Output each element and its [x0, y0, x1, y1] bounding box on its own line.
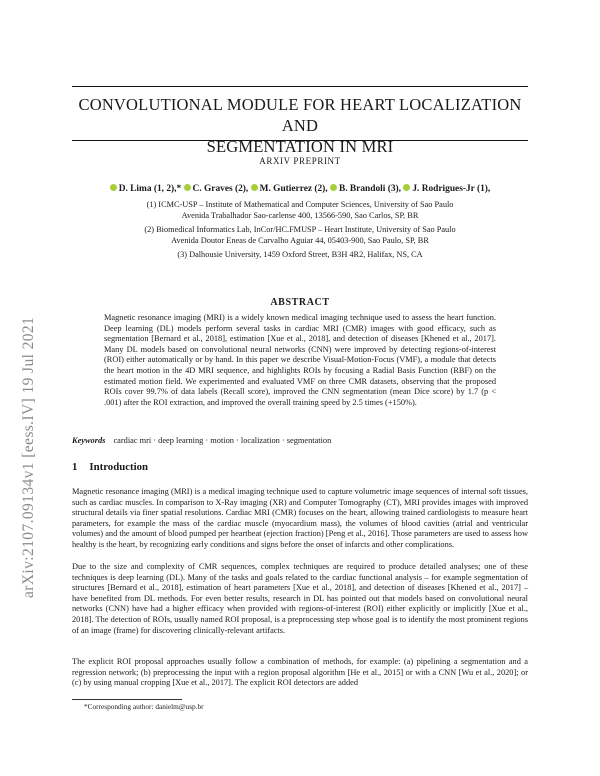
paper-title [72, 94, 528, 157]
affiliation-line: Avenida Doutor Eneas de Carvalho Aguiar 44, 05403-900, Sao Paulo, SP, BR [171, 236, 429, 246]
author[interactable]: M. Gutierrez (2), [251, 184, 328, 194]
preprint-label: ARXIV PREPRINT [259, 156, 341, 166]
affiliation-line: Avenida Trabalhador Sao-carlense 400, 13566-590, Sao Carlos, SP, BR [181, 211, 419, 221]
abstract-heading: ABSTRACT [270, 297, 330, 308]
affiliation-1 [72, 199, 528, 221]
orcid-icon[interactable] [110, 184, 117, 191]
author[interactable]: B. Brandoli (3), [330, 184, 401, 194]
orcid-icon[interactable] [184, 184, 191, 191]
intro-paragraph-2: Due to the size and complexity of CMR sequences, complex techniques are required to produce detailed analyses; one of these techniques is deep learning (DL). Many of the tasks and goals related to the cardiac functional analysis – for example segmentation of structures [Bernard et al., 2018], estimation of heart parameters [Xue et al., 2018], and detection of diseases [Khened et al., 2017] – have benefited from DL methods. For even better results, research in DL has pointed out that models based on convolutional neural networks (CNN) have had a higher efficacy when provided with regions-of-interest (ROI) either explicitly or implicitly [Xue et al., 2018]. The detection of ROIs, usually named ROI proposal, is a preprocessing step whose goal is to identify the most prominent regions of an image (frame) for discovering clinically-relevant artifacts. [72, 562, 528, 635]
affiliation-line: (2) Biomedical Informatics Lab, InCor/HC.FMUSP – Heart Institute, University of Sao Paulo [144, 225, 456, 234]
corresponding-author-footnote[interactable]: *Corresponding author: danielm@usp.br [84, 702, 204, 711]
keywords-line [72, 436, 528, 445]
author-list [72, 184, 528, 194]
title-line-1: CONVOLUTIONAL MODULE FOR HEART LOCALIZATION AND [78, 95, 522, 135]
affiliation-line: (1) ICMC-USP – Institute of Mathematical and Computer Sciences, University of Sao Paulo [146, 200, 454, 209]
abstract-text: Magnetic resonance imaging (MRI) is a widely known medical imaging technique used to assess the heart function. Deep learning (DL) models perform several tasks in cardiac MRI (CMR) images with good efficacy, such as segmentation [Bernard et al., 2018], estimation [Xue et al., 2018], and detection of diseases [Khened et al., 2017]. Many DL models based on convolutional neural networks (CNN) were improved by detecting regions-of-interest (ROI) either automatically or by hand. In this paper we describe Visual-Motion-Focus (VMF), a module that detects the heart motion in the 4D MRI sequence, and highlights ROIs by focusing a Radial Basis Function (RBF) on the estimated motion field. We experimented and evaluated VMF on three CMR datasets, observing that the proposed ROIs cover 99.7% of data labels (Recall score), improved the CNN segmentation (mean Dice score) by 1.7 (p < .001) after the ROI extraction, and improved the overall training speed by 2.5 times (+150%). [104, 313, 496, 407]
section-number: 1 [72, 461, 78, 473]
orcid-icon[interactable] [403, 184, 410, 191]
affiliation-line: (3) Dalhousie University, 1459 Oxford Street, B3H 4R2, Halifax, NS, CA [177, 250, 423, 259]
arxiv-identifier-stamp[interactable]: arXiv:2107.09134v1 [eess.IV] 19 Jul 2021 [20, 316, 37, 598]
author[interactable]: C. Graves (2), [184, 184, 249, 194]
section-heading-introduction [72, 461, 148, 473]
title-bottom-rule [72, 140, 528, 141]
intro-paragraph-3: The explicit ROI proposal approaches usually follow a combination of methods, for example: (a) pipelining a segmentation and a regression network; (b) preprocessing the input with a region proposal algorithm [He et al., 2015] or with a CNN [Wu et al., 2020]; or (c) by using manual cropping [Xue et al., 2017]. The explicit ROI detectors are added [72, 657, 528, 688]
section-title: Introduction [89, 461, 149, 473]
author[interactable]: J. Rodrigues-Jr (1), [403, 184, 490, 194]
keywords-list: cardiac mri · deep learning · motion · localization · segmentation [113, 436, 332, 445]
footnote-rule [72, 699, 182, 700]
author[interactable]: D. Lima (1, 2),* [110, 184, 182, 194]
orcid-icon[interactable] [330, 184, 337, 191]
keywords-label: Keywords [72, 436, 106, 445]
intro-paragraph-1: Magnetic resonance imaging (MRI) is a medical imaging technique used to capture volumetric image sequences of internal soft tissues, such as cardiac muscles. In comparison to X-Ray imaging (XR) and Computer Tomography (CT), MRI provides images with improved structural details via finer spatial resolutions. Cardiac MRI (CMR) focuses on the heart, allowing trained cardiologists to measure heart parameters, for example the mass of the cardiac muscle (myocardium mass), the volumes of blood cavities (atrial and ventricular volumes) and the amount of blood pumped per heartbeat (ejection fraction) [Peng et al., 2016]. Those parameters are used to assess how healthy is the heart, by recognizing early conditions and signs before the onset of infarcts and other complications. [72, 487, 528, 549]
orcid-icon[interactable] [251, 184, 258, 191]
title-top-rule [72, 86, 528, 87]
affiliation-3 [72, 249, 528, 260]
affiliation-2 [72, 224, 528, 246]
title-line-2: SEGMENTATION IN MRI [206, 137, 394, 156]
